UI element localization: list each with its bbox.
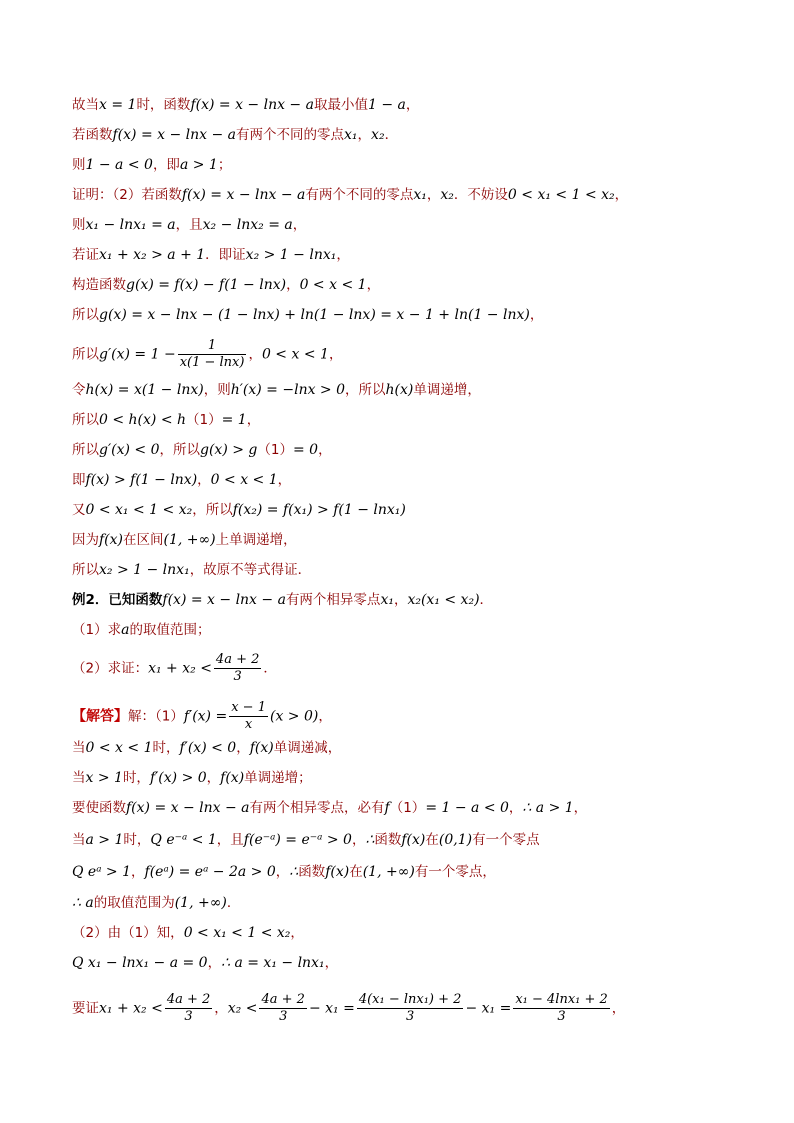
line-text: 当	[72, 832, 86, 848]
fraction-numerator: 4a + 2	[261, 992, 305, 1007]
text-line	[72, 953, 338, 973]
line-text: 当	[72, 740, 86, 756]
text-line	[72, 380, 481, 400]
fraction	[259, 992, 306, 1025]
line-text: 有两个相异零点，必有	[249, 800, 385, 816]
math-expression: = 1	[221, 412, 247, 428]
text-line	[72, 923, 304, 943]
line-text: 故当	[72, 97, 99, 113]
fraction-denominator: 3	[557, 1009, 566, 1024]
line-text: ，	[246, 412, 261, 428]
math-expression: x₁ + x₂ <	[99, 1000, 163, 1017]
text-line	[72, 440, 332, 460]
math-expression: f(x) = x − lnx − a	[190, 97, 314, 113]
fraction	[214, 652, 261, 685]
fraction	[178, 338, 247, 371]
math-expression: x₁	[413, 187, 427, 203]
line-text: ．	[384, 127, 399, 143]
line-text: 所以	[72, 442, 99, 458]
math-expression: x₂	[440, 187, 454, 203]
line-text: 证明：（2）若函数	[72, 187, 182, 203]
fraction-numerator: 4a + 2	[215, 652, 260, 667]
fraction-denominator: 3	[279, 1009, 288, 1024]
line-text: （1）求	[72, 622, 122, 638]
line-text: ，则	[203, 382, 231, 398]
line-text: 即	[72, 472, 86, 488]
fraction-denominator: 3	[184, 1009, 193, 1024]
line-text: ．	[263, 660, 277, 677]
math-expression: f(e⁻ᵃ) = e⁻ᵃ > 0	[243, 832, 352, 848]
line-text: 当	[72, 770, 86, 786]
math-expression: f(x)	[325, 864, 350, 880]
line-text: 有两个不同的零点	[236, 127, 345, 143]
fraction-numerator: 4(x₁ − lnx₁) + 2	[358, 992, 462, 1007]
line-text: ，	[508, 800, 523, 816]
line-text: 所以	[72, 307, 99, 323]
math-expression: x₂ <	[227, 1000, 258, 1017]
line-text: ，	[275, 864, 290, 880]
math-expression: f(x) = x − lnx − a	[126, 800, 250, 816]
line-text: 例2．已知函数	[72, 592, 163, 608]
line-text: 有两个相异零点	[285, 592, 381, 608]
line-text: 所以	[72, 562, 99, 578]
line-text: ，	[405, 97, 420, 113]
line-text: ，	[318, 708, 332, 725]
math-expression: f′(x) < 0	[179, 740, 237, 756]
math-expression: 1 − a < 0	[85, 157, 153, 173]
math-expression: x₂ > 1 − lnx₁	[99, 562, 190, 578]
text-line	[72, 768, 312, 788]
math-expression: h′(x) = −lnx > 0	[230, 382, 346, 398]
line-text: ，且	[216, 832, 244, 848]
line-text: 要使函数	[72, 800, 126, 816]
math-expression: h(x)	[385, 382, 414, 398]
text-line	[72, 893, 240, 913]
line-text: ，	[206, 770, 221, 786]
math-expression: 0 < x₁ < 1 < x₂	[183, 925, 291, 941]
line-text: ，	[197, 472, 211, 488]
math-expression: x₁ + x₂ > a + 1	[99, 247, 206, 263]
line-text: ，所以	[345, 382, 386, 398]
math-expression: (1, +∞)	[174, 895, 227, 911]
line-text: ，且	[175, 217, 203, 233]
math-expression: (1, +∞)	[163, 532, 216, 548]
math-expression: ∴ a > 1	[522, 800, 574, 816]
math-expression: 1 − a	[367, 97, 406, 113]
math-expression: f	[384, 800, 390, 816]
text-line	[72, 215, 306, 235]
line-text: 单调递减，	[273, 740, 342, 756]
text-line	[72, 798, 587, 818]
math-expression: x > 1	[85, 770, 123, 786]
math-expression: f(x) > f(1 − lnx)	[85, 472, 198, 488]
line-text: ，	[290, 925, 304, 941]
text-line	[72, 500, 406, 520]
line-text: ，	[248, 346, 262, 363]
math-expression: g(x) = f(x) − f(1 − lnx)	[126, 277, 287, 293]
math-expression: x₁	[344, 127, 358, 143]
math-expression: f(x) = x − lnx − a	[162, 592, 286, 608]
line-text: 上单调递增，	[215, 532, 297, 548]
math-expression: ∴ a	[72, 895, 94, 911]
math-expression: a	[121, 622, 130, 638]
line-text: ，	[393, 592, 408, 608]
math-expression: x₂ − lnx₂ = a	[202, 217, 293, 233]
fraction-numerator: x₁ − 4lnx₁ + 2	[515, 992, 608, 1007]
text-line	[72, 862, 496, 882]
text-line	[72, 410, 260, 430]
line-text: 在区间	[123, 532, 164, 548]
math-expression: (0,1)	[438, 832, 473, 848]
fraction-denominator: 3	[233, 669, 242, 684]
fraction-numerator: x − 1	[231, 700, 266, 715]
text-line	[72, 560, 311, 580]
text-line	[72, 125, 398, 145]
line-text: （2）求证：	[72, 660, 149, 677]
line-text: ，故原不等式得证．	[189, 562, 312, 578]
math-expression: (1, +∞)	[362, 864, 415, 880]
line-text: ，	[214, 1000, 228, 1017]
line-text: ，	[207, 955, 222, 971]
line-text: 要证	[72, 1000, 99, 1017]
text-line	[72, 470, 291, 490]
line-text: ，	[366, 277, 381, 293]
line-text: ，	[131, 864, 145, 880]
line-text: ，	[236, 740, 250, 756]
math-expression: a > 1	[179, 157, 218, 173]
line-text: 在	[349, 864, 363, 880]
line-text: ．即证	[205, 247, 246, 263]
text-line	[72, 652, 277, 685]
math-expression: = 0	[292, 442, 319, 458]
line-text: 在	[425, 832, 439, 848]
math-expression: g(x) = x − lnx − (1 − lnx) + ln(1 − lnx) = x − 1 + ln(1 − lnx)	[99, 307, 530, 323]
math-expression: f(x₂) = f(x₁) > f(1 − lnx₁)	[232, 502, 406, 518]
math-expression: f(x) = x − lnx − a	[181, 187, 306, 203]
math-expression: Q eᵃ > 1	[72, 864, 132, 880]
line-text: ，即	[152, 157, 180, 173]
line-text: ．不妨设	[453, 187, 508, 203]
line-text: 时，函数	[136, 97, 191, 113]
text-line	[72, 305, 543, 325]
math-expression: Q x₁ − lnx₁ − a = 0	[72, 955, 208, 971]
line-text: 若函数	[72, 127, 113, 143]
line-text: （1）	[389, 800, 426, 816]
math-expression: ∴	[289, 864, 299, 880]
fraction	[357, 992, 464, 1025]
math-expression: ∴ a = x₁ − lnx₁	[221, 955, 325, 971]
line-text: ．	[479, 592, 494, 608]
math-expression: − x₁ =	[308, 1000, 355, 1017]
math-expression: = 1 − a < 0	[425, 800, 509, 816]
line-text: ，	[573, 800, 588, 816]
text-line	[72, 738, 341, 758]
math-expression: f(eᵃ) = eᵃ − 2a > 0	[144, 864, 276, 880]
math-expression: 0 < x < 1	[85, 740, 153, 756]
line-text: 有一个零点	[472, 832, 540, 848]
fraction-numerator: 4a + 2	[166, 992, 211, 1007]
line-text: ，	[351, 832, 366, 848]
line-text: 所以	[72, 346, 99, 363]
math-expression: f′(x) > 0	[149, 770, 207, 786]
text-line	[72, 245, 350, 265]
text-line	[72, 620, 210, 640]
line-text: 的取值范围为	[93, 895, 175, 911]
line-text: 有两个不同的零点	[305, 187, 414, 203]
math-expression: 0 < x < 1	[299, 277, 367, 293]
text-line	[72, 95, 419, 115]
math-expression: g′(x) < 0	[99, 442, 160, 458]
line-text: ．	[226, 895, 241, 911]
line-text: 又	[72, 502, 86, 518]
math-expression: f(x)	[220, 770, 245, 786]
fraction-numerator: 1	[178, 338, 247, 355]
line-text: 函数	[374, 832, 402, 848]
line-text: 时，	[122, 770, 150, 786]
line-text: 则	[72, 217, 86, 233]
math-expression: g′(x) = 1 −	[99, 346, 176, 363]
fraction	[165, 992, 212, 1025]
math-expression: x₂	[371, 127, 385, 143]
line-text: ，所以	[192, 502, 233, 518]
math-expression: a > 1	[85, 832, 124, 848]
line-text: 则	[72, 157, 86, 173]
line-text: 单调递增；	[244, 770, 312, 786]
line-text: （1）	[257, 442, 293, 458]
line-text: 时，	[152, 740, 180, 756]
math-expression: 0 < x₁ < 1 < x₂	[507, 187, 615, 203]
line-text: ，	[318, 442, 332, 458]
math-expression: ∴	[365, 832, 375, 848]
text-line	[72, 530, 297, 550]
math-expression: Q e⁻ᵃ < 1	[150, 832, 217, 848]
fraction	[513, 992, 609, 1025]
line-text: 因为	[72, 532, 99, 548]
line-text: ，	[286, 277, 300, 293]
line-text: （1）	[186, 412, 222, 428]
math-expression: f′(x) =	[183, 708, 228, 725]
text-line	[72, 338, 342, 371]
line-text: ，	[336, 247, 350, 263]
math-expression: 0 < x < 1	[261, 346, 329, 363]
math-expression: g(x) > g	[200, 442, 258, 458]
fraction-denominator: x	[244, 717, 253, 732]
math-expression: x₁ + x₂ <	[148, 660, 212, 677]
line-text: ，	[357, 127, 372, 143]
text-line	[72, 155, 231, 175]
text-line	[72, 830, 540, 850]
line-text: 时，	[123, 832, 151, 848]
line-text: 所以	[72, 412, 99, 428]
line-text: ，	[611, 1000, 626, 1017]
fraction-denominator: 3	[405, 1009, 415, 1024]
math-expression: f(x)	[249, 740, 274, 756]
line-text: ，	[277, 472, 292, 488]
line-text: 的取值范围；	[129, 622, 211, 638]
text-line	[72, 700, 332, 733]
line-text: ，	[292, 217, 307, 233]
text-line	[72, 275, 380, 295]
line-text: 解：（1）	[128, 708, 184, 725]
math-expression: (x > 0)	[269, 708, 319, 725]
fraction-denominator: x(1 − lnx)	[179, 355, 245, 370]
line-text: 令	[72, 382, 86, 398]
math-expression: x₂ > 1 − lnx₁	[245, 247, 337, 263]
line-text: ，	[426, 187, 441, 203]
math-expression: x₂(x₁ < x₂)	[407, 592, 480, 608]
text-line	[72, 992, 625, 1025]
line-text: 单调递增，	[413, 382, 481, 398]
line-text: 有一个零点，	[414, 864, 496, 880]
answer-tag: 【解答】	[72, 708, 128, 725]
line-text: 取最小值	[313, 97, 368, 113]
math-expression: 0 < h(x) < h	[99, 412, 187, 428]
math-expression: f(x) = x − lnx − a	[112, 127, 237, 143]
line-text: 函数	[298, 864, 326, 880]
math-expression: x = 1	[99, 97, 137, 113]
math-expression: f(x)	[99, 532, 124, 548]
math-expression: 0 < x₁ < 1 < x₂	[85, 502, 193, 518]
math-expression: − x₁ =	[465, 1000, 512, 1017]
line-text: ，所以	[159, 442, 200, 458]
math-expression: f(x)	[401, 832, 426, 848]
math-expression: x₁	[380, 592, 394, 608]
line-text: ，	[614, 187, 629, 203]
line-text: ，	[328, 346, 343, 363]
text-line	[72, 590, 493, 610]
math-expression: x₁ − lnx₁ = a	[85, 217, 176, 233]
math-expression: h(x) = x(1 − lnx)	[85, 382, 204, 398]
line-text: ，	[324, 955, 339, 971]
text-line	[72, 185, 628, 205]
math-expression: 0 < x < 1	[210, 472, 278, 488]
line-text: ，	[529, 307, 544, 323]
fraction	[229, 700, 268, 733]
line-text: 若证	[72, 247, 99, 263]
line-text: ；	[217, 157, 232, 173]
line-text: （2）由（1）知，	[72, 925, 184, 941]
line-text: 构造函数	[72, 277, 126, 293]
